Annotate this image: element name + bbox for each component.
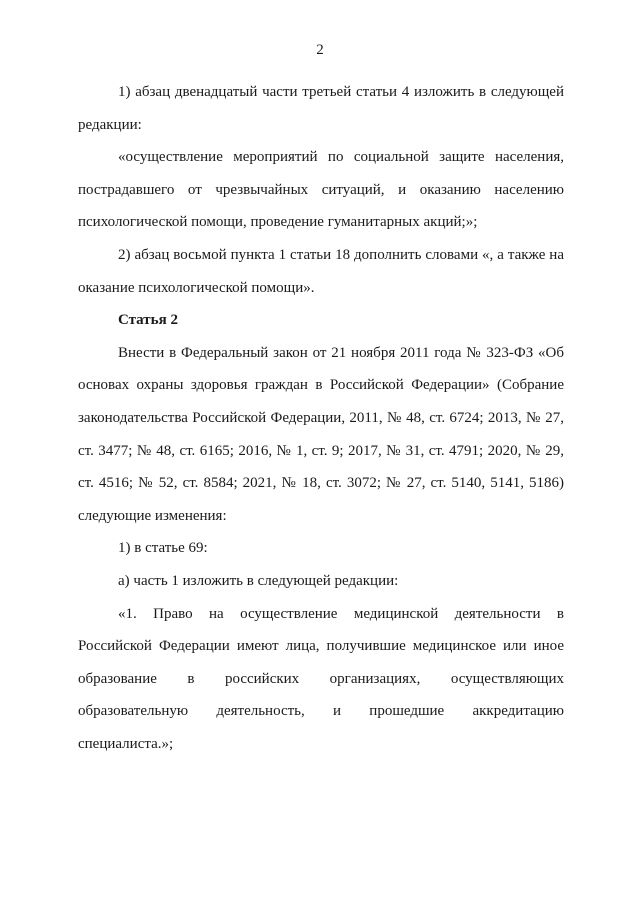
paragraph-subitem-a: а) часть 1 изложить в следующей редакции: [118,572,399,589]
page-number: 2 [316,42,324,58]
document-body [78,76,564,760]
paragraph-article-2-intro: Внести в Федеральный закон от 21 ноября 2011 года № 323-ФЗ «Об основах охраны здоровья граждан в Российской Федерации» (Собрание законодательства Российской Федерации, 2011, № 48, ст. 6724; 2013, № 27, ст. 3477; № 48, ст. 6165; 2016, № 1, ст. 9; 2017, № 31, ст. 4791; 2020, № 29, ст. 4516; № 52, ст. 8584; 2021, № 18, ст. 3072; № 27, ст. 5140, 5141, 5186) следующие изменения: [78,344,564,524]
paragraph-amendment-2: 2) абзац восьмой пункта 1 статьи 18 дополнить словами «, а также на оказание психологической помощи». [78,246,564,296]
article-title: Статья 2 [118,312,178,329]
paragraph-amendment-1: 1) абзац двенадцатый части третьей статьи 4 изложить в следующей редакции: [78,84,564,133]
paragraph-quoted-text-2: «1. Право на осуществление медицинской деятельности в Российской Федерации имеют лица, получившие медицинское или иное образование в российских организациях, осуществляющих образовательную деятельность, и прошедшие аккредитацию специалиста.»; [78,605,564,752]
paragraph-item-1: 1) в статье 69: [118,540,208,557]
paragraph-quoted-text-1: «осуществление мероприятий по социальной защите населения, пострадавшего от чрезвычайных ситуаций, и оказанию населению психологической помощи, проведение гуманитарных акций;»; [78,149,564,231]
